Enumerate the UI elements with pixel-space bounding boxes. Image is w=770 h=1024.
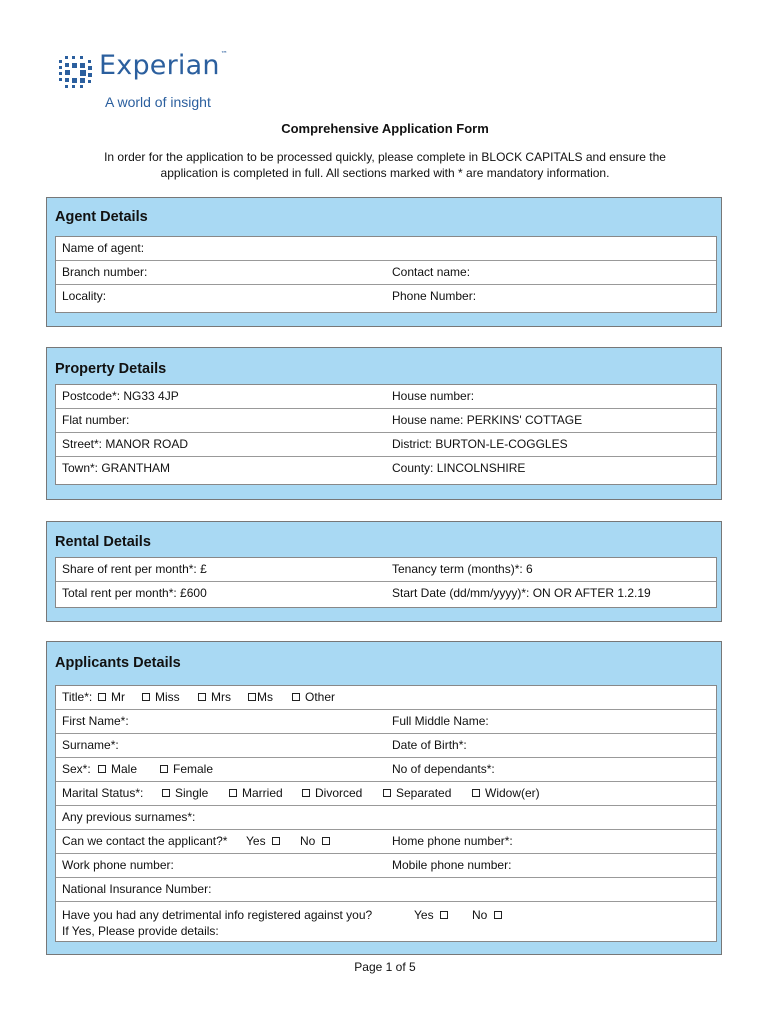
agent-name-row[interactable] <box>56 237 716 261</box>
house-number-field[interactable]: House number: <box>392 389 475 403</box>
detrimental-question: Have you had any detrimental info registered against you? <box>62 908 373 922</box>
work-phone-field[interactable]: Work phone number: <box>62 858 174 872</box>
home-phone-field[interactable]: Home phone number*: <box>392 834 513 848</box>
logo-wordmark: Experian™ <box>99 50 228 81</box>
contact-no-option[interactable]: No <box>300 830 335 853</box>
rental-details-section <box>46 521 722 622</box>
share-row <box>56 558 716 582</box>
marital-option-married[interactable]: Married <box>229 782 283 805</box>
checkbox-icon[interactable] <box>142 693 150 701</box>
first-name-row <box>56 710 716 734</box>
marital-option-single[interactable]: Single <box>162 782 208 805</box>
previous-surnames-field[interactable]: Any previous surnames*: <box>62 810 196 824</box>
checkbox-icon[interactable] <box>160 765 168 773</box>
national-insurance-field[interactable]: National Insurance Number: <box>62 882 212 896</box>
tenancy-term-field[interactable]: Tenancy term (months)*: 6 <box>392 562 533 576</box>
street-row <box>56 433 716 457</box>
checkbox-icon[interactable] <box>322 837 330 845</box>
sex-label: Sex*: <box>62 762 91 776</box>
title-option-miss[interactable]: Miss <box>142 686 180 709</box>
checkbox-icon[interactable] <box>494 911 502 919</box>
agent-details-section <box>46 197 722 327</box>
middle-name-field[interactable]: Full Middle Name: <box>392 714 489 728</box>
contact-row <box>56 830 716 854</box>
total-row <box>56 582 716 606</box>
dob-field[interactable]: Date of Birth*: <box>392 738 467 752</box>
sex-option-male[interactable]: Male <box>98 758 137 781</box>
contact-name-field[interactable]: Contact name: <box>392 265 471 279</box>
branch-number-field[interactable]: Branch number: <box>62 265 148 279</box>
checkbox-icon[interactable] <box>302 789 310 797</box>
checkbox-icon[interactable] <box>162 789 170 797</box>
checkbox-icon[interactable] <box>292 693 300 701</box>
form-intro: In order for the application to be processed quickly, please complete in BLOCK CAPITALS and ensure the application is completed in full. All sections marked with * are mandatory information. <box>104 150 666 180</box>
applicants-details-table <box>55 685 717 942</box>
start-date-field[interactable]: Start Date (dd/mm/yyyy)*: ON OR AFTER 1.2.19 <box>392 586 651 600</box>
branch-row <box>56 261 716 285</box>
surname-row <box>56 734 716 758</box>
prev-surnames-row <box>56 806 716 830</box>
marital-option-widow[interactable]: Widow(er) <box>472 782 540 805</box>
district-field[interactable]: District: BURTON-LE-COGGLES <box>392 437 568 451</box>
marital-label: Marital Status*: <box>62 786 144 800</box>
sex-row <box>56 758 716 782</box>
checkbox-icon[interactable] <box>248 693 256 701</box>
first-name-field[interactable]: First Name*: <box>62 714 129 728</box>
surname-field[interactable]: Surname*: <box>62 738 119 752</box>
checkbox-icon[interactable] <box>272 837 280 845</box>
flat-row <box>56 409 716 433</box>
checkbox-icon[interactable] <box>229 789 237 797</box>
title-option-mr[interactable]: Mr <box>98 686 125 709</box>
detrimental-yes-option[interactable]: Yes <box>414 907 453 923</box>
house-name-field[interactable]: House name: PERKINS' COTTAGE <box>392 413 583 427</box>
locality-row <box>56 285 716 309</box>
checkbox-icon[interactable] <box>472 789 480 797</box>
checkbox-icon[interactable] <box>440 911 448 919</box>
title-row <box>56 686 716 710</box>
street-field[interactable]: Street*: MANOR ROAD <box>62 437 189 451</box>
marital-option-divorced[interactable]: Divorced <box>302 782 362 805</box>
postcode-row <box>56 385 716 409</box>
detrimental-no-option[interactable]: No <box>472 907 507 923</box>
agent-details-heading: Agent Details <box>55 209 148 225</box>
title-option-ms[interactable]: Ms <box>248 686 273 709</box>
checkbox-icon[interactable] <box>198 693 206 701</box>
applicants-details-section <box>46 641 722 955</box>
agent-name-field[interactable]: Name of agent: <box>62 241 145 255</box>
title-option-mrs[interactable]: Mrs <box>198 686 231 709</box>
applicants-details-heading: Applicants Details <box>55 655 181 671</box>
checkbox-icon[interactable] <box>98 693 106 701</box>
details-field[interactable]: If Yes, Please provide details: <box>62 924 219 938</box>
total-rent-field[interactable]: Total rent per month*: £600 <box>62 586 207 600</box>
page-number: Page 1 of 5 <box>354 960 416 974</box>
town-row <box>56 457 716 481</box>
contact-yes-option[interactable]: Yes <box>246 830 285 853</box>
property-details-heading: Property Details <box>55 361 167 377</box>
dependants-field[interactable]: No of dependants*: <box>392 762 495 776</box>
locality-field[interactable]: Locality: <box>62 289 107 303</box>
mobile-phone-field[interactable]: Mobile phone number: <box>392 858 512 872</box>
form-title: Comprehensive Application Form <box>281 121 489 136</box>
marital-row <box>56 782 716 806</box>
experian-logo <box>57 50 257 112</box>
checkbox-icon[interactable] <box>98 765 106 773</box>
marital-option-separated[interactable]: Separated <box>383 782 451 805</box>
work-phone-row <box>56 854 716 878</box>
postcode-field[interactable]: Postcode*: NG33 4JP <box>62 389 179 403</box>
checkbox-icon[interactable] <box>383 789 391 797</box>
agent-details-table <box>55 236 717 313</box>
phone-number-field[interactable]: Phone Number: <box>392 289 477 303</box>
rental-details-table <box>55 557 717 608</box>
title-label: Title*: <box>62 690 93 704</box>
contact-question: Can we contact the applicant?* <box>62 834 228 848</box>
flat-number-field[interactable]: Flat number: <box>62 413 130 427</box>
ni-row <box>56 878 716 902</box>
rental-details-heading: Rental Details <box>55 534 151 550</box>
county-field[interactable]: County: LINCOLNSHIRE <box>392 461 526 475</box>
sex-option-female[interactable]: Female <box>160 758 213 781</box>
logo-tagline: A world of insight <box>105 94 211 110</box>
property-details-section <box>46 347 722 500</box>
detrimental-row <box>56 902 716 961</box>
logo-dots-icon <box>57 54 97 90</box>
title-option-other[interactable]: Other <box>292 686 335 709</box>
property-details-table <box>55 384 717 485</box>
town-field[interactable]: Town*: GRANTHAM <box>62 461 171 475</box>
share-rent-field[interactable]: Share of rent per month*: £ <box>62 562 207 576</box>
